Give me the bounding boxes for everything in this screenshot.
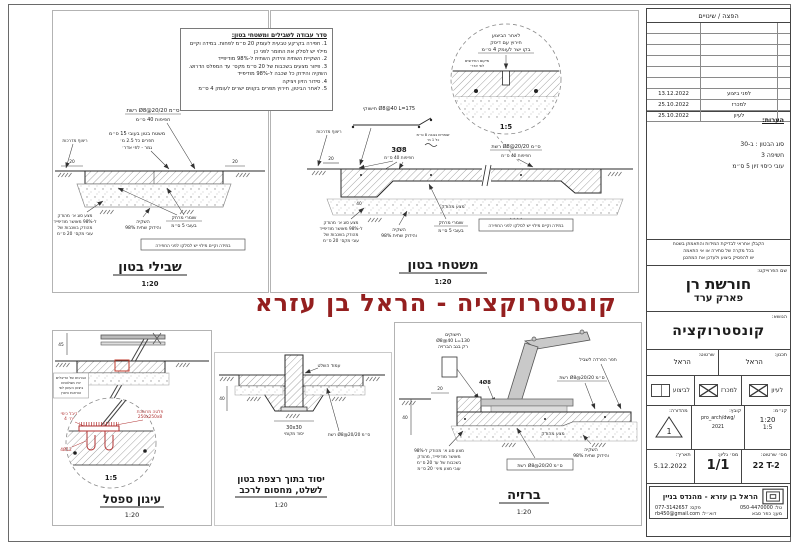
detail-scale: 1:20 [434,278,452,286]
surfaces-section [307,165,633,222]
detail-title: משטחי בטון [407,258,479,273]
file-path: pro_arch/dwg/ [701,416,735,421]
svg-text:חפיפות 40 ס״מ: חפיפות 40 ס״מ [384,156,414,161]
base-label: מצע סוג א׳ מהודק [323,221,359,226]
check-execution: לביצוע [647,376,695,405]
revision-desc: לפני ביצוע [701,89,778,100]
stirrups-label: חישוקי Ø8@40 L=175 [362,106,416,112]
base-label: מצע סוג א׳ מהודק [57,214,93,219]
project-name: חורשת רן [685,275,752,293]
mesh-top-label: רשת Ø8@20/20 ס״מ [559,376,605,381]
detail-title: ברזיה [507,488,541,503]
tender-checkbox[interactable] [699,384,718,397]
base-label: יסוד מקומי [284,432,304,437]
subject-label: הנושא: [771,314,787,320]
check-tender: למכרז [695,376,743,405]
mesh-bottom-label: רשת Ø8@20/20 ס״מ [517,464,563,469]
sign-foundation-drawing [215,353,391,525]
drawing-sheet-date-row [647,450,790,484]
drawing-number-cell: מס׳ שרטוט: 22 T-2 [742,450,790,483]
detail-scale: 1:20 [516,508,532,516]
svg-text:חפיפות 40 ס״מ: חפיפות 40 ס״מ [501,154,531,159]
bench-detail-scale: 1:5 [104,474,118,482]
work-order-item: 2. השקיית השתית והידוק השתית ל-98% מודיפייד [218,56,327,63]
dim-40: 40 [219,397,225,402]
paving-label: ריצוף מדרכות [316,130,342,135]
address: מען: כפר סבא [751,511,782,517]
status-checkboxes [647,376,790,406]
svg-text:חירוץ עם דיסק: חירוץ עם דיסק [490,40,522,46]
notes-label: הערות: [762,116,784,124]
revision-table [647,9,790,119]
base-dim: 30x30 [286,425,302,431]
revision-date: 25.10.2022 [647,111,701,122]
work-order-item: 3. פיזור מצעים בשכבות של 20 ס״מ מקס׳ עד המפלס הדרוש. השקיה והידוק כל שכבה ל-98% מודיפייד [188,63,327,78]
panel-fountain [394,322,642,526]
detail-scale: 1:20 [141,280,159,288]
revision-desc: למכרז [701,100,778,111]
work-order-item: 5. לאחר הביטון, חירוץ תפרים בקווים ישרים לעומק 4 ס״מ [198,86,327,93]
svg-text:הברגים של הדיבלים: הברגים של הדיבלים [55,376,87,380]
svg-text:בעובי 5 ס״מ: בעובי 5 ס״מ [438,229,464,234]
fill-note: במידה וקיים מילוי יש לסלקו לפני החפירה [488,224,564,229]
slab-finish-label: גמר - לפי אדר׳ [121,146,153,151]
svg-text:והידוק שתית 98%: והידוק שתית 98% [381,234,417,239]
svg-text:מהודק בשכבות של: מהודק בשכבות של [57,226,93,231]
svg-text:עובי מקס׳ 20 ס״מ: עובי מקס׳ 20 ס״מ [57,232,93,237]
subgrade-label: השקיה [136,220,150,225]
fill-note: במידה וקיים מילוי יש לסלקו לפני החפירה [155,244,231,249]
scale-value-1: 1:20 [759,416,776,424]
detail-scale: 1:20 [124,511,140,519]
svg-text:בשכבות של עד 20 ס״מ: בשכבות של עד 20 ס״מ [416,461,462,466]
bench-title [100,492,164,519]
paths-section [55,171,265,214]
compacted-label: מצע מהודק [441,205,465,210]
stirrups-label: חישוקים [445,333,461,338]
revision-grid [647,23,790,122]
slab-label: משטח בטון בעובי 15 ס״מ [108,131,166,137]
svg-text:והידוק שתית 98%: והידוק שתית 98% [573,454,609,459]
dim-right: 20 [232,160,238,165]
work-order-item: 4. סידור הזיון ויציקה [282,78,327,85]
mesh-lap-label: חפיפות 40 ס״מ [135,117,171,123]
paths-title [113,260,187,288]
work-order-notes [180,28,333,111]
execution-checkbox[interactable] [651,384,670,397]
spacer-height-note: שומרים בגובה 8 ס״מ [416,133,450,137]
detail-title: שבילי בטון [118,260,182,275]
dim-40: 40 [356,202,362,207]
dowel-label: דיבל כימי [60,412,78,417]
revision-desc: לעיון [701,111,778,122]
svg-text:עובי מקס׳ 20 ס״מ: עובי מקס׳ 20 ס״מ [323,239,359,244]
email: דוא״ל: rb450@gmail.com [655,511,717,517]
project-box [647,266,790,312]
date-value: 5.12.2022 [653,462,687,470]
svg-text:מיקום החירוצים: מיקום החירוצים [464,59,490,63]
svg-text:רק בגב הברזיה: רק בגב הברזיה [438,345,468,350]
svg-text:ביצוע העיגון לפי: ביצוע העיגון לפי [58,386,84,390]
subject-value: קונסטרוקציה [672,323,765,339]
scale-value-2: 1:5 [762,424,773,431]
slab-joints-label: תפרים כל 2.5 מ׳ [119,139,155,144]
sheet-number-cell: מס׳ גליון: 1/1 [695,450,743,483]
subgrade-label: השקיה [584,448,598,453]
note-line: חשיפה 3 [761,151,784,159]
bench-detail-circle [60,398,163,488]
revision-date: 25.10.2022 [647,100,701,111]
mesh-label: רשת Ø8@20/20 ס״מ [327,433,371,438]
detail-title-2: לשלט, מחסום לרכב [239,486,323,496]
date-cell: תאריך: 5.12.2022 [647,450,695,483]
panel-bench-anchor [52,330,212,526]
anchors-label: 4Ø12 [60,448,72,453]
subject-box [647,312,790,350]
plate-label: פלטה מרותכת [136,410,164,415]
dim-20: 20 [437,387,443,392]
revision-date: 13.12.2022 [647,89,701,100]
svg-text:מהודק בשכבות של: מהודק בשכבות של [323,233,359,238]
firm-box [647,484,790,521]
groove-detail-scale: 1:5 [499,123,513,131]
bars-label: 3Ø8 [391,146,407,154]
check-review: לעיון [742,376,790,405]
foundation-title [235,475,327,509]
panel-sign-foundation [214,352,392,526]
project-subtitle: פארק ערד [693,293,744,304]
base-label: מצע סוג א׳ מהודק ל-98% [414,449,464,454]
svg-text:הוראות היצרן: הוראות היצרן [60,391,82,395]
paths-labels [61,107,245,169]
surfaces-title [399,258,487,286]
svg-text:ל-98% מאושר מודיפייד: ל-98% מאושר מודיפייד [319,227,363,232]
edition-cell: מהדורה: 1 [647,406,692,449]
svg-text:Ø8@40 L=130: Ø8@40 L=130 [436,339,470,344]
draft-value: הראל [673,358,691,366]
file-cell: קובץ: pro_arch/dwg/ 2021 [692,406,746,449]
title-block [646,8,791,537]
detail-scale: 1:20 [274,503,288,509]
subgrade-label: השקיה [392,228,406,233]
spacers-label: שומרי מרחק [171,216,197,221]
svg-text:עובי מצע מיני׳ 20 ס״מ: עובי מצע מיני׳ 20 ס״מ [417,467,461,472]
groove-note: לאחר הביצוע [491,33,521,39]
scale-cell: קנ״מ: 1:20 1:5 [745,406,790,449]
edition-number: 1 [666,427,672,436]
mesh-label: רשת Ø8@20/20 ס״מ [491,144,541,150]
work-order-item: 1. חפירה בקרקע טבעית לעומק 20 ס״מ לפחות. במידה וקיים מילוי יש לסלק את החומר לפני כן [189,41,327,55]
post-label: עמוד השלט [317,364,341,369]
svg-text:250x250x8: 250x250x8 [137,415,163,420]
groove-detail-circle [449,24,563,164]
drawing-number: 22 T-2 [752,461,780,470]
review-checkbox[interactable] [749,384,768,397]
dim-20: 20 [328,157,334,162]
phone: טל: 050-4470000 [739,505,782,511]
dim-40: 40 [402,416,408,421]
svg-text:כל 1 מ׳: כל 1 מ׳ [426,138,440,142]
note-line: סוג הבטון : ב-30 [740,141,784,148]
fountain-drawing [395,323,641,525]
firm-logo-icon [762,488,784,505]
construction-banner: קונסטרוקציה - הראל בן עזרא [255,289,617,317]
svg-text:והידוק שתית 98%: והידוק שתית 98% [125,226,161,231]
paving-label: ריצוף מדרכות [62,139,88,144]
svg-text:מאושר מודיפייד, מהודק: מאושר מודיפייד, מהודק [417,455,461,460]
mesh-label: רשת Ø8@20/20 ס״מ [126,108,180,114]
project-label: שם הפרוייקט: [757,268,787,274]
bars-label: 4Ø8 [479,380,491,386]
file-path-2: 2021 [711,424,725,430]
scale-file-edition-row [647,406,790,450]
svg-text:ל-98% מאושר מודיפייד: ל-98% מאושר מודיפייד [53,220,97,225]
disclaimer: הקבלן אחראי לבדיקת המידות והתאמתן בשטח בכל מקרה של סתירה או אי התאמה יש להפסיק ביצוע ולעדכן את המתכנן [647,240,790,266]
svg-text:4 יח׳: 4 יח׳ [64,417,74,422]
edition-triangle-icon [647,415,691,439]
fountain-title [499,488,549,516]
work-order-title: סדר עבודה לשבילים ומשטחי בטון: [231,32,327,39]
draft-cell: שרטוט: הראל [647,350,719,375]
sheet-number: 1/1 [706,458,730,473]
dim-45: 45 [58,343,64,348]
detail-title: עיגון ספסל [102,492,162,506]
bench-anchor-drawing [53,331,211,525]
svg-text:בקו ישר לעומק 4 ס״מ: בקו ישר לעומק 4 ס״מ [481,47,531,53]
svg-text:בעובי 5 ס״מ: בעובי 5 ס״מ [171,224,197,229]
svg-text:יהיו מגולוונים: יהיו מגולוונים [61,381,81,385]
joint-label: תפר הפרדה לשביל [579,358,617,363]
design-value: הראל [745,358,763,366]
detail-title-1: יסוד בתוך רצפת בטון [237,475,325,485]
general-notes [647,112,790,240]
fax: פקס: 077-3142657 [655,505,701,511]
compacted-label: מצע מהודק [541,432,565,437]
bench-side-note [54,373,89,398]
fountain-section [399,397,637,447]
dim-left: 20 [69,160,75,165]
revision-header: הפצה / שינויים [647,9,790,23]
foundation-section [219,355,385,418]
design-cell: תכנון: הראל [719,350,791,375]
svg-text:לפי אדר׳: לפי אדר׳ [469,64,485,68]
design-draft-row [647,350,790,376]
spacers-label: שומרי מרחק [438,221,464,226]
note-line: עובי כיסוי זיון 5 ס״מ [732,162,784,170]
firm-name: הראל בן עזרא - מהנדס בניין [662,492,758,501]
